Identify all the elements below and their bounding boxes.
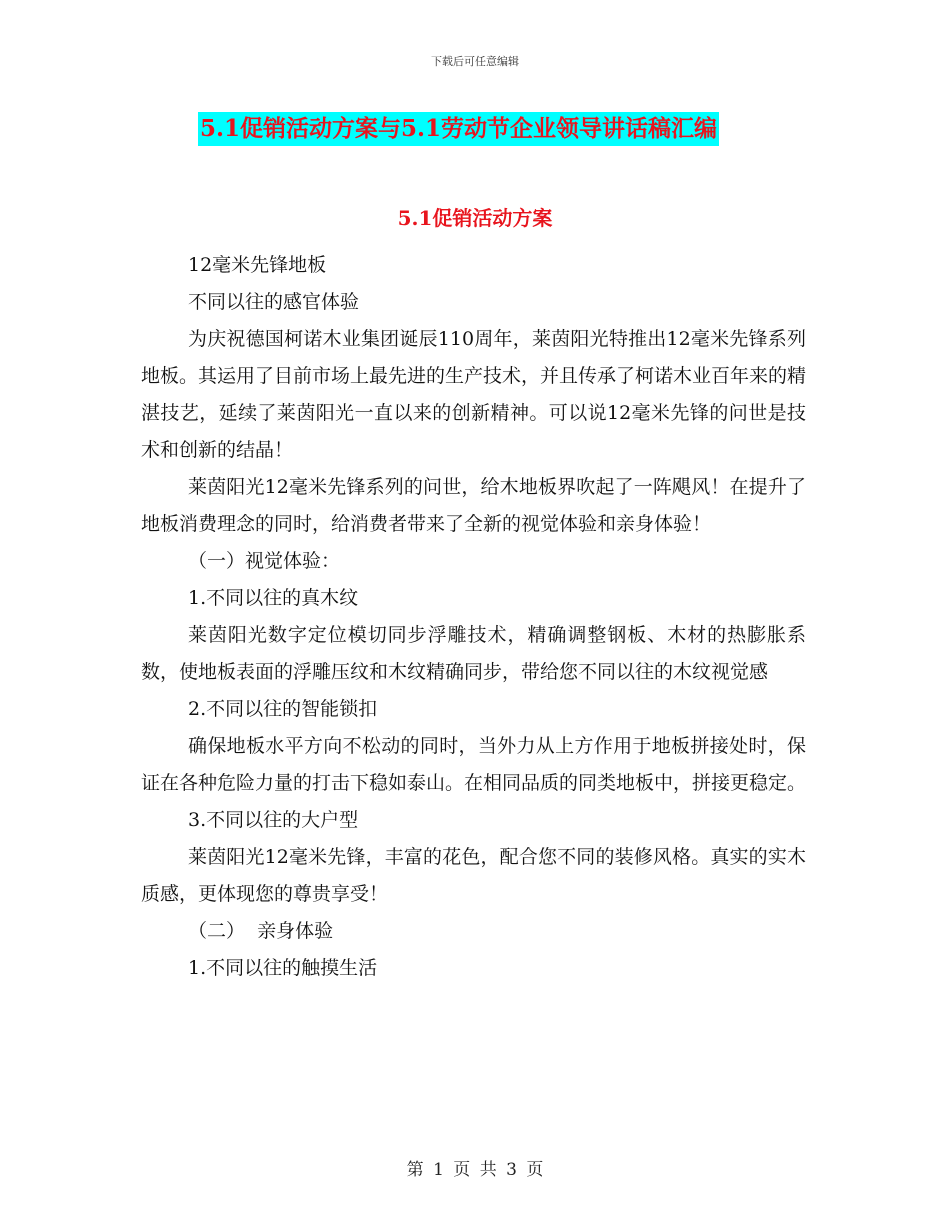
touch-life-heading: 1.不同以往的触摸生活 <box>188 957 378 979</box>
wood-grain-heading: 1.不同以往的真木纹 <box>188 587 359 609</box>
intro-paragraph: 为庆祝德国柯诺木业集团诞辰110周年，莱茵阳光特推出12毫米先锋系列地板。其运用了目前市场上最先进的生产技术，并且传承了柯诺木业百年来的精湛技艺，延续了莱茵阳光一直以来的创新精神。可以说12毫米先锋的问世是技术和创新的结晶！ <box>141 328 807 461</box>
section-title: 5.1促销活动方案 <box>397 206 553 230</box>
large-format-paragraph: 莱茵阳光12毫米先锋，丰富的花色，配合您不同的装修风格。真实的实木质感，更体现您的尊贵享受！ <box>141 846 806 905</box>
wood-grain-paragraph: 莱茵阳光数字定位模切同步浮雕技术，精确调整钢板、木材的热膨胀系数，使地板表面的浮雕压纹和木纹精确同步，带给您不同以往的木纹视觉感 <box>141 624 806 683</box>
smart-lock-heading: 2.不同以往的智能锁扣 <box>188 698 378 720</box>
tagline: 不同以往的感官体验 <box>188 291 360 313</box>
launch-paragraph: 莱茵阳光12毫米先锋系列的问世，给木地板界吹起了一阵飓风！在提升了地板消费理念的同时，给消费者带来了全新的视觉体验和亲身体验！ <box>141 476 806 535</box>
header-note: 下载后可任意编辑 <box>431 55 519 68</box>
page-number: 第 1 页 共 3 页 <box>406 1160 544 1180</box>
smart-lock-paragraph: 确保地板水平方向不松动的同时，当外力从上方作用于地板拼接处时，保证在各种危险力量的打击下稳如泰山。在相同品质的同类地板中，拼接更稳定。 <box>141 735 807 794</box>
document-title: 5.1促销活动方案与5.1劳动节企业领导讲话稿汇编 <box>198 112 719 146</box>
personal-experience-heading: （二） 亲身体验 <box>188 920 334 942</box>
document-body <box>141 247 806 987</box>
product-name: 12毫米先锋地板 <box>188 254 327 276</box>
visual-experience-heading: （一）视觉体验： <box>188 550 341 572</box>
large-format-heading: 3.不同以往的大户型 <box>188 809 359 831</box>
